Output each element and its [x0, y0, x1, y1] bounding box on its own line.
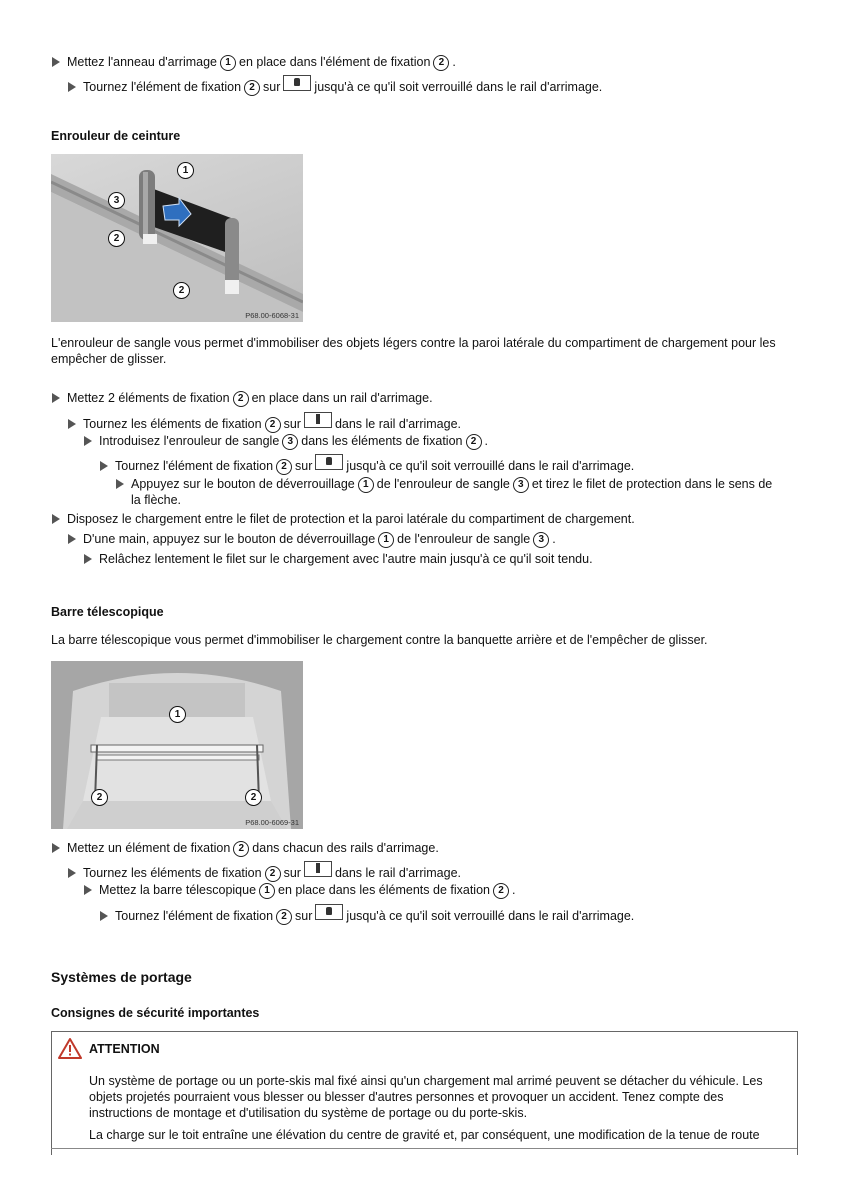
step: Relâchez lentement le filet sur le chargement avec l'autre main jusqu'à ce qu'il soit tendu. — [84, 551, 593, 567]
warning-text-line: instructions de montage et d'utilisation du système de portage ou du porte-skis. — [89, 1106, 528, 1120]
number-3-icon: 3 — [282, 434, 298, 450]
step: Mettez un élément de fixation 2 dans chacun des rails d'arrimage. — [52, 840, 439, 857]
telescopic-bar-illustration — [51, 661, 303, 829]
number-2-icon: 2 — [265, 866, 281, 882]
lock-symbol-icon — [315, 904, 343, 920]
bullet-arrow-icon — [68, 534, 76, 544]
callout-1: 1 — [177, 162, 194, 179]
callout-3: 3 — [108, 192, 125, 209]
bullet-arrow-icon — [84, 554, 92, 564]
step: Appuyez sur le bouton de déverrouillage 1 de l'enrouleur de sangle 3 et tirez le filet de protection dans le sens de — [116, 476, 772, 493]
step-continuation: la flèche. — [131, 493, 182, 507]
bullet-arrow-icon — [52, 514, 60, 524]
section-heading-telescopic-bar: Barre télescopique — [51, 605, 164, 619]
warning-text-line: La charge sur le toit entraîne une élévation du centre de gravité et, par conséquent, une modification de la tenue de route — [89, 1128, 760, 1142]
callout-2: 2 — [245, 789, 262, 806]
warning-text-line: Un système de portage ou un porte-skis mal fixé ainsi qu'un chargement mal arrimé peuvent se détacher du véhicule. Les — [89, 1074, 763, 1088]
number-2-icon: 2 — [244, 80, 260, 96]
bullet-arrow-icon — [100, 461, 108, 471]
number-2-icon: 2 — [466, 434, 482, 450]
section-heading-carrier-systems: Systèmes de portage — [51, 969, 192, 985]
lock-symbol-icon — [315, 454, 343, 470]
warning-text-line: objets projetés pourraient vous blesser ou blesser d'autres personnes et provoquer un accident. Tenez compte des — [89, 1090, 724, 1104]
number-3-icon: 3 — [513, 477, 529, 493]
intro-step-1: Mettez l'anneau d'arrimage 1 en place dans l'élément de fixation 2 . — [52, 54, 456, 71]
warning-box — [51, 1031, 798, 1155]
callout-2: 2 — [91, 789, 108, 806]
number-1-icon: 1 — [378, 532, 394, 548]
callout-1: 1 — [169, 706, 186, 723]
number-2-icon: 2 — [276, 909, 292, 925]
bullet-arrow-icon — [52, 57, 60, 67]
warning-triangle-icon — [58, 1037, 82, 1059]
bullet-arrow-icon — [116, 479, 124, 489]
step: D'une main, appuyez sur le bouton de déverrouillage 1 de l'enrouleur de sangle 3 . — [68, 531, 556, 548]
photo-code: P68.00-6068-31 — [245, 311, 299, 320]
step: Disposez le chargement entre le filet de protection et la paroi latérale du compartiment de chargement. — [52, 511, 635, 527]
subheading-safety-notes: Consignes de sécurité importantes — [51, 1006, 260, 1020]
belt-retractor-photo — [51, 154, 303, 322]
bullet-arrow-icon — [68, 419, 76, 429]
step: Mettez 2 éléments de fixation 2 en place dans un rail d'arrimage. — [52, 390, 433, 407]
step: Tournez les éléments de fixation 2 sur dans le rail d'arrimage. — [68, 861, 461, 882]
telescopic-bar-photo — [51, 661, 303, 829]
number-2-icon: 2 — [233, 841, 249, 857]
bullet-arrow-icon — [68, 82, 76, 92]
bullet-arrow-icon — [84, 885, 92, 895]
step: Introduisez l'enrouleur de sangle 3 dans les éléments de fixation 2 . — [84, 433, 488, 450]
step: Tournez les éléments de fixation 2 sur dans le rail d'arrimage. — [68, 412, 461, 433]
telescopic-bar-description: La barre télescopique vous permet d'immobiliser le chargement contre la banquette arrière et de l'empêcher de glisser. — [51, 633, 708, 647]
bullet-arrow-icon — [52, 843, 60, 853]
step: Mettez la barre télescopique 1 en place dans les éléments de fixation 2 . — [84, 882, 515, 899]
bullet-arrow-icon — [68, 868, 76, 878]
number-3-icon: 3 — [533, 532, 549, 548]
warning-title: ATTENTION — [89, 1042, 160, 1056]
number-2-icon: 2 — [276, 459, 292, 475]
intro-step-2: Tournez l'élément de fixation 2 sur jusqu'à ce qu'il soit verrouillé dans le rail d'arrimage. — [68, 75, 602, 96]
belt-retractor-description: L'enrouleur de sangle vous permet d'immobiliser des objets légers contre la paroi latérale du compartiment de chargement pour les empêcher de glisser. — [51, 336, 776, 366]
unlock-symbol-icon — [304, 861, 332, 877]
section-heading-belt-retractor: Enrouleur de ceinture — [51, 129, 181, 143]
step-text: Mettez l'anneau d'arrimage — [67, 55, 217, 69]
bullet-arrow-icon — [84, 436, 92, 446]
number-1-icon: 1 — [358, 477, 374, 493]
divider — [51, 1148, 797, 1149]
callout-2: 2 — [173, 282, 190, 299]
callout-2: 2 — [108, 230, 125, 247]
number-2-icon: 2 — [265, 417, 281, 433]
number-2-icon: 2 — [433, 55, 449, 71]
unlock-symbol-icon — [304, 412, 332, 428]
bullet-arrow-icon — [52, 393, 60, 403]
step: Tournez l'élément de fixation 2 sur jusqu'à ce qu'il soit verrouillé dans le rail d'arrimage. — [100, 454, 634, 475]
number-1-icon: 1 — [259, 883, 275, 899]
number-2-icon: 2 — [233, 391, 249, 407]
bullet-arrow-icon — [100, 911, 108, 921]
lock-symbol-icon — [283, 75, 311, 91]
number-2-icon: 2 — [493, 883, 509, 899]
step: Tournez l'élément de fixation 2 sur jusqu'à ce qu'il soit verrouillé dans le rail d'arrimage. — [100, 904, 634, 925]
step-text: en place dans l'élément de fixation — [239, 55, 431, 69]
number-1-icon: 1 — [220, 55, 236, 71]
photo-code: P68.00-6069-31 — [245, 818, 299, 827]
